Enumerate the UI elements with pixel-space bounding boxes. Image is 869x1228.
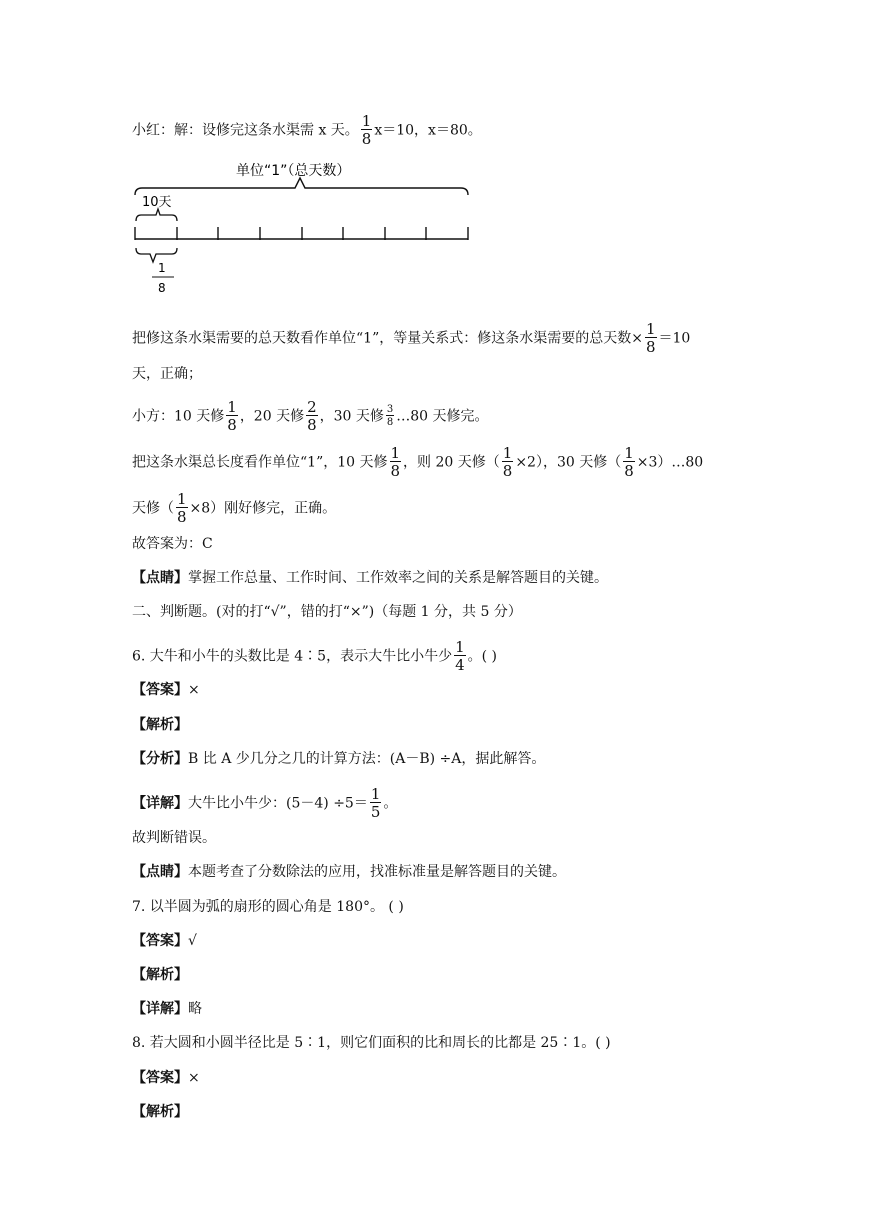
fraction: $\frac{1}{8}$ (227, 398, 237, 434)
explanation-line-3: 天修（ $\frac{1}{8}$ ×8）刚好修完，正确。 (132, 490, 337, 526)
q6-answer: 【答案】× (132, 682, 200, 698)
small-brace (136, 209, 177, 221)
fraction: $\frac{1}{4}$ (455, 638, 465, 674)
q6-analysis-heading: 【解析】 (132, 717, 188, 733)
q7-answer: 【答案】√ (132, 933, 197, 949)
q8-analysis-heading: 【解析】 (132, 1104, 188, 1120)
diagram-frac-num: 1 (158, 261, 166, 275)
fraction: $\frac{1}{5}$ (370, 785, 381, 821)
dianjing-1: 【点睛】掌握工作总量、工作时间、工作效率之间的关系是解答题目的关键。 (132, 570, 608, 586)
fraction: $\frac{1}{8}$ (361, 112, 372, 148)
fraction: $\frac{2}{8}$ (307, 398, 317, 434)
segment-diagram (130, 158, 475, 298)
diagram-frac-den: 8 (158, 281, 166, 295)
q6-dianjing: 【点睛】本题考查了分数除法的应用，找准标准量是解答题目的关键。 (132, 864, 566, 880)
diagram-segment-label: 10天 (142, 195, 172, 210)
fraction: $\frac{1}{8}$ (645, 320, 656, 356)
xiaohong-line (132, 114, 482, 147)
fraction: $\frac{1}{8}$ (502, 444, 513, 480)
explanation-line-1b: 天，正确； (132, 366, 202, 382)
question-6: 6. 大牛和小牛的头数比是 4∶5，表示大牛比小牛少 $\frac{1}{4}$ 。( ) (132, 638, 497, 674)
explanation-line-2: 把这条水渠总长度看作单位“1”，10 天修 $\frac{1}{8}$ ，则 20 天修（ $\frac{1}{8}$ ×2），30 天修（ $\frac{1}{8}$ ×3）…80 (132, 444, 704, 480)
bottom-brace (136, 248, 177, 262)
q6-fenxi: 【分析】B 比 A 少几分之几的计算方法：(A－B) ÷A，据此解答。 (132, 751, 546, 767)
answer-line: 故答案为：C (132, 536, 213, 552)
fraction: $\frac{1}{8}$ (390, 444, 401, 480)
bar-ticks (135, 227, 468, 240)
fraction: $\frac{1}{8}$ (624, 444, 634, 480)
section-heading: 二、判断题。(对的打“√”，错的打“×”)（每题 1 分，共 5 分） (132, 604, 522, 620)
q7-xiangjie: 【详解】略 (132, 1001, 202, 1017)
fraction: $\frac{1}{8}$ (177, 490, 187, 526)
xiaohong-equation: x＝10，x＝80。 (374, 122, 482, 139)
fraction-small: $\frac{3}{8}$ (386, 404, 394, 428)
q6-judgement: 故判断错误。 (132, 830, 216, 846)
top-brace (135, 178, 468, 195)
xiaofang-line: 小方：10 天修 $\frac{1}{8}$ ，20 天修 $\frac{2}{8}$ ，30 天修 $\frac{3}{8}$ …80 天修完。 (132, 398, 489, 434)
explanation-line-1: 把修这条水渠需要的总天数看作单位“1”，等量关系式：修这条水渠需要的总天数× $\frac{1}{8}$ ＝10 (132, 320, 691, 356)
q8-answer: 【答案】× (132, 1070, 200, 1086)
question-8: 8. 若大圆和小圆半径比是 5∶1，则它们面积的比和周长的比都是 25∶1。( ) (132, 1035, 611, 1051)
question-7: 7. 以半圆为弧的扇形的圆心角是 180°。 ( ) (132, 899, 404, 915)
xiaohong-text: 小红：解：设修完这条水渠需 x 天。 (132, 122, 359, 139)
diagram-title: 单位“1”（总天数） (236, 163, 351, 179)
q6-xiangjie: 【详解】大牛比小牛少：(5－4) ÷5＝ $\frac{1}{5}$ 。 (132, 785, 398, 821)
q7-analysis-heading: 【解析】 (132, 967, 188, 983)
